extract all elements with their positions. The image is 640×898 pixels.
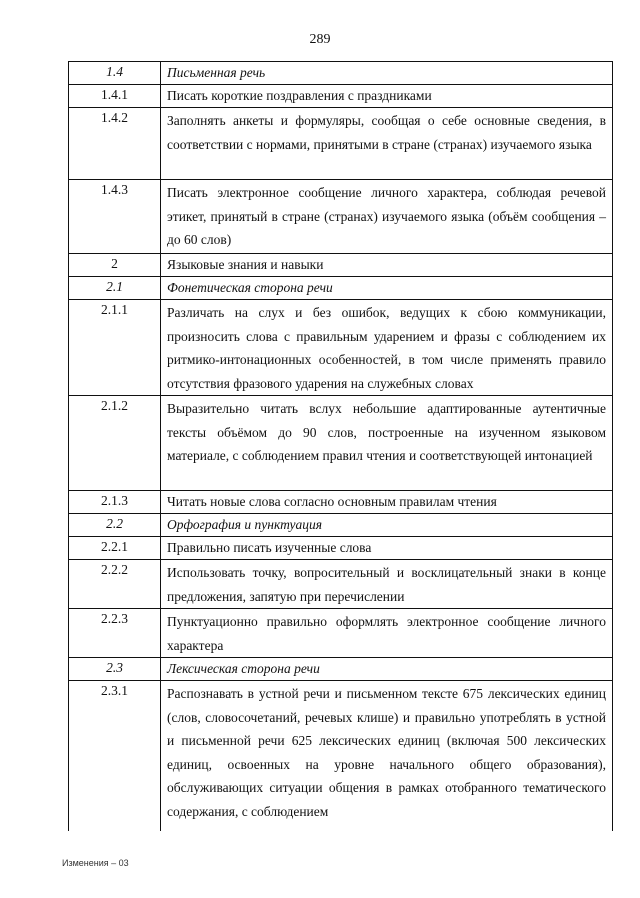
table-row: [69, 62, 612, 85]
table-row: [69, 491, 612, 514]
row-text: Выразительно читать вслух небольшие адаптированные аутентичные тексты объёмом до 90 слов, построенные на изученном языковом материале, с соблюдением правил чтения и соответствующей интонацией: [167, 401, 606, 464]
row-text: Различать на слух и без ошибок, ведущих к сбою коммуникации, произносить слова с правильным ударением и фразы с соблюдением их ритмико-интонационных особенностей, в том числе применять правило отсутствия фразового ударения на служебных словах: [167, 305, 606, 391]
table-row: [69, 537, 612, 560]
row-number: 2.2.1: [69, 537, 161, 559]
table-row: [69, 681, 612, 831]
row-number: 2.1.1: [69, 300, 161, 395]
table-row: [69, 277, 612, 300]
row-number: 1.4.2: [69, 108, 161, 179]
row-number: 2.1: [69, 277, 161, 299]
table-row: [69, 658, 612, 681]
row-text: Языковые знания и навыки: [167, 257, 324, 272]
row-number: 2.1.3: [69, 491, 161, 513]
row-number: 2.2.2: [69, 560, 161, 608]
table-row: [69, 609, 612, 658]
requirements-table: [68, 61, 613, 831]
page-number: 289: [309, 32, 331, 47]
row-number: 2.2: [69, 514, 161, 536]
row-number: 2: [69, 254, 161, 276]
table-row: [69, 85, 612, 108]
row-text: Лексическая сторона речи: [167, 661, 320, 676]
table-row: [69, 396, 612, 491]
row-text: Правильно писать изученные слова: [167, 540, 372, 555]
table-row: [69, 254, 612, 277]
row-text: Письменная речь: [167, 65, 266, 80]
row-number: 1.4: [69, 62, 161, 84]
row-number: 1.4.1: [69, 85, 161, 107]
row-text: Пунктуационно правильно оформлять электронное сообщение личного характера: [167, 614, 606, 653]
row-text: Орфография и пунктуация: [167, 517, 323, 532]
row-text: Заполнять анкеты и формуляры, сообщая о себе основные сведения, в соответствии с нормами, принятыми в стране (странах) изучаемого языка: [167, 113, 606, 152]
table-row: [69, 560, 612, 609]
row-text: Фонетическая сторона речи: [167, 280, 333, 295]
row-text: Распознавать в устной речи и письменном тексте 675 лексических единиц (слов, словосочетаний, речевых клише) и правильно употреблять в устной и письменной речи 625 лексических единиц (включая 500 лексических единиц, освоенных на уровне начального общего образования), обслуживающих ситуации общения в рамках отобранного тематического содержания, с соблюдением: [167, 686, 606, 819]
table-row: [69, 514, 612, 537]
row-number: 2.1.2: [69, 396, 161, 490]
row-text: Писать короткие поздравления с праздниками: [167, 88, 432, 103]
row-number: 2.2.3: [69, 609, 161, 657]
row-number: 2.3.1: [69, 681, 161, 831]
row-number: 2.3: [69, 658, 161, 680]
row-text: Читать новые слова согласно основным правилам чтения: [167, 494, 497, 509]
table-row: [69, 180, 612, 254]
row-number: 1.4.3: [69, 180, 161, 253]
row-text: Писать электронное сообщение личного характера, соблюдая речевой этикет, принятый в стране (странах) изучаемого языка (объём сообщения – до 60 слов): [167, 185, 606, 248]
table-row: [69, 108, 612, 180]
footer-note: Изменения – 03: [62, 858, 129, 868]
row-text: Использовать точку, вопросительный и восклицательный знаки в конце предложения, запятую при перечислении: [167, 565, 606, 604]
table-row: [69, 300, 612, 396]
